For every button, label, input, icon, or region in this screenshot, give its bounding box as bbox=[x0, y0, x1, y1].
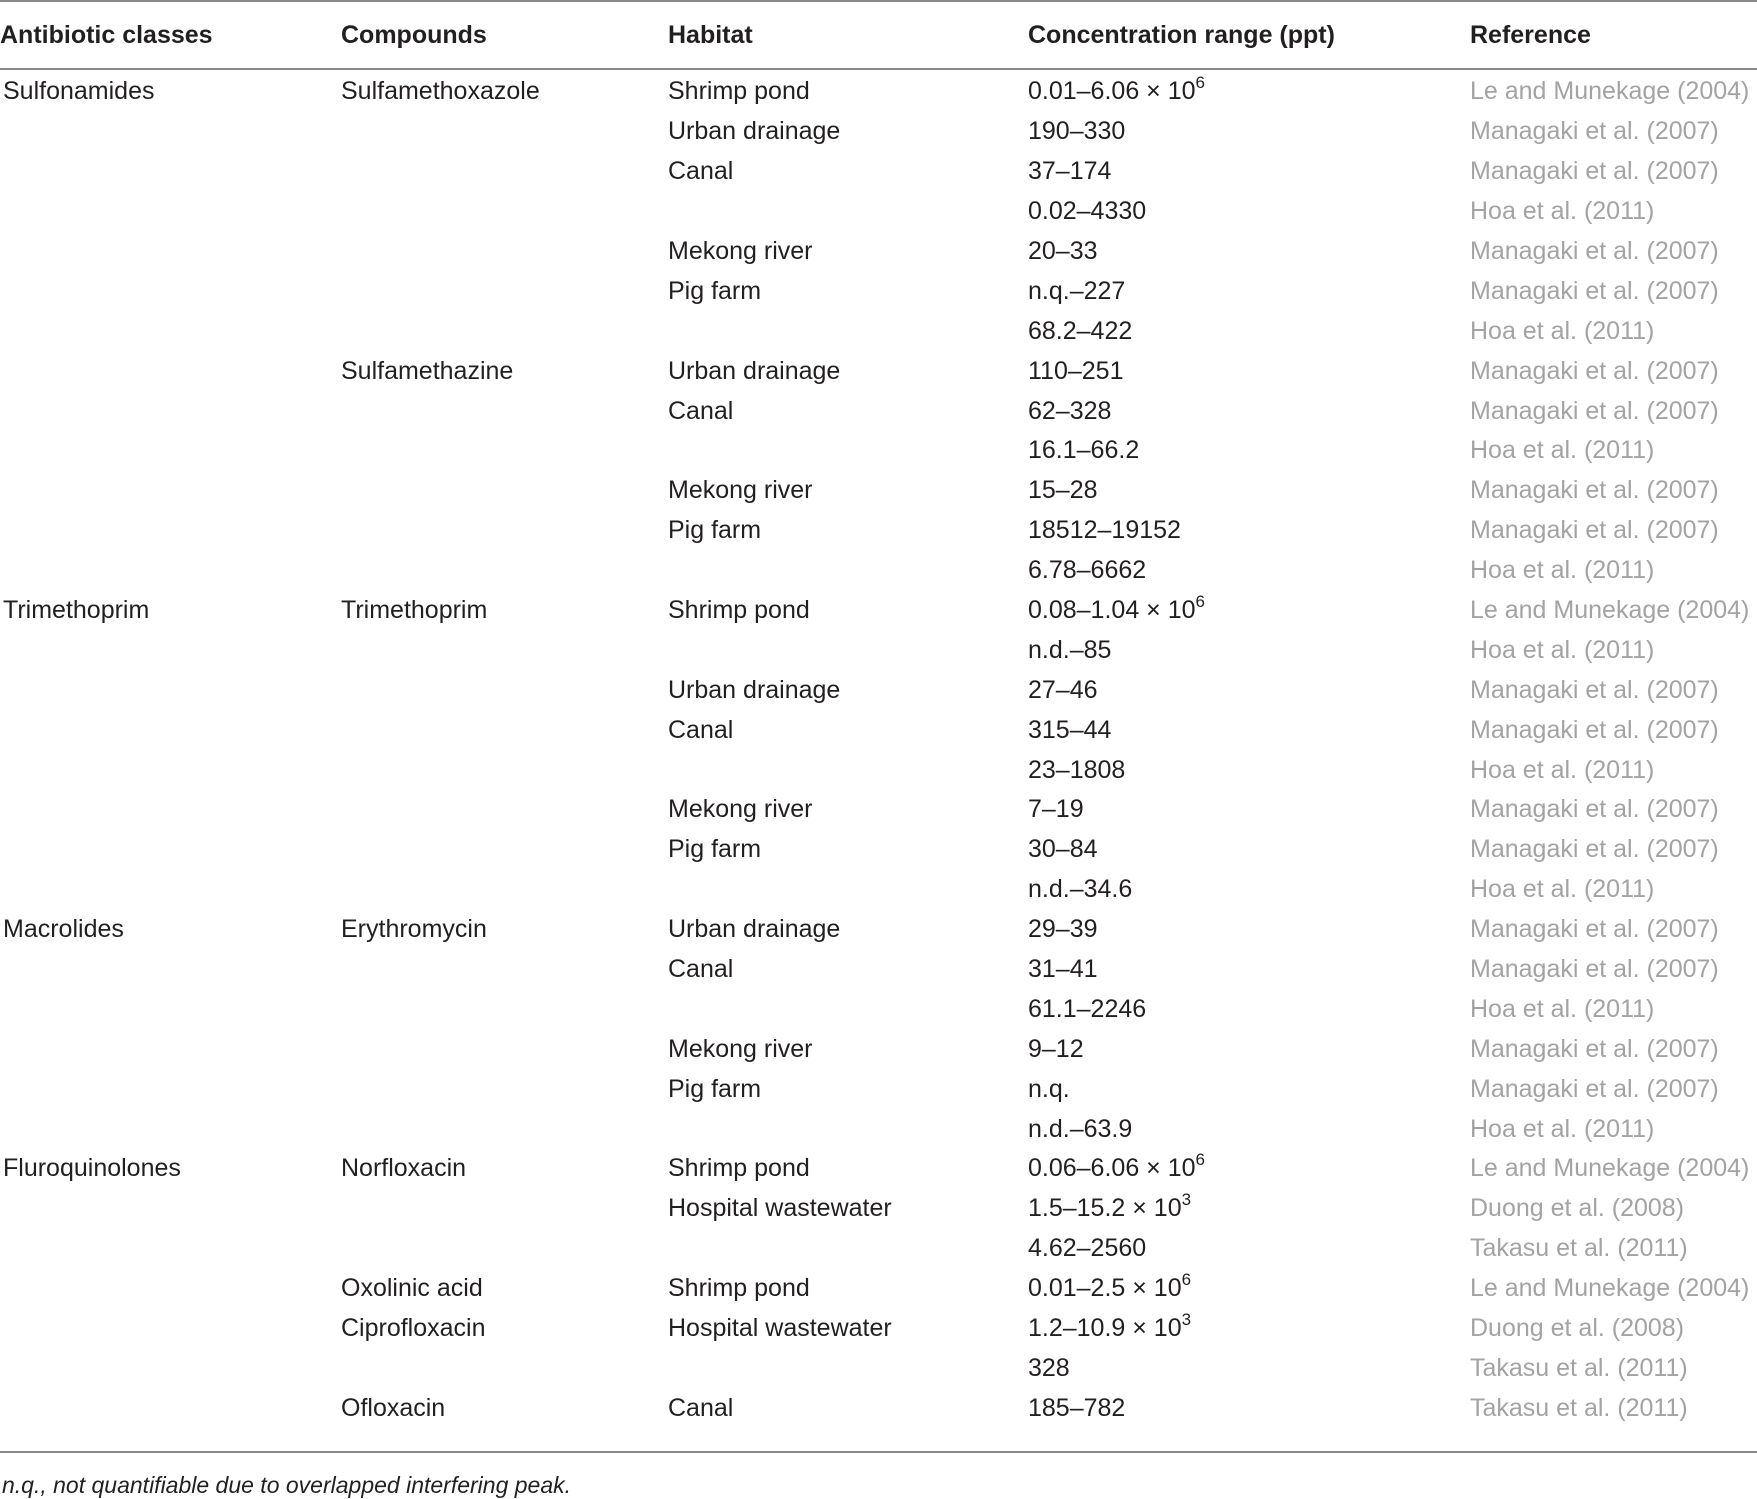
table-row bbox=[0, 1229, 1757, 1269]
compound-cell bbox=[336, 670, 666, 710]
concentration-value: n.q.–227 bbox=[1028, 276, 1126, 305]
table-row bbox=[0, 870, 1757, 910]
habitat-cell: Hospital wastewater bbox=[668, 1314, 892, 1343]
table-row bbox=[0, 311, 1757, 351]
compound-cell bbox=[336, 630, 666, 670]
reference-cell: Le and Munekage (2004) bbox=[1470, 1154, 1750, 1183]
compound-cell bbox=[336, 271, 666, 311]
reference-cell: Managaki et al. (2007) bbox=[1470, 1074, 1719, 1103]
habitat-cell: Mekong river bbox=[668, 237, 813, 265]
habitat-cell bbox=[666, 750, 1026, 790]
reference-cell: Le and Munekage (2004) bbox=[1470, 596, 1750, 625]
antibiotic-class-cell: Trimethoprim bbox=[3, 596, 150, 625]
reference-cell: Hoa et al. (2011) bbox=[1470, 556, 1655, 585]
table-row bbox=[0, 989, 1757, 1029]
concentration-cell bbox=[1026, 710, 1468, 750]
compound-cell: Trimethoprim bbox=[341, 596, 488, 625]
concentration-cell bbox=[1026, 391, 1468, 431]
concentration-cell bbox=[1026, 790, 1468, 830]
habitat-cell: Canal bbox=[668, 157, 734, 186]
compound-cell bbox=[336, 989, 666, 1029]
reference-cell: Managaki et al. (2007) bbox=[1470, 276, 1719, 305]
compound-cell bbox=[336, 710, 666, 750]
compound-cell bbox=[336, 790, 666, 830]
concentration-value: 29–39 bbox=[1028, 915, 1098, 944]
compound-cell bbox=[336, 511, 666, 551]
concentration-exponent: 3 bbox=[1181, 1190, 1192, 1210]
concentration-value: 6.78–6662 bbox=[1028, 556, 1147, 585]
reference-cell: Le and Munekage (2004) bbox=[1470, 1274, 1750, 1303]
antibiotic-class-cell bbox=[0, 830, 336, 870]
antibiotic-class-cell bbox=[0, 311, 336, 351]
table-row bbox=[0, 112, 1757, 152]
antibiotic-class-cell bbox=[0, 750, 336, 790]
concentration-cell bbox=[1026, 511, 1468, 551]
habitat-cell bbox=[666, 192, 1026, 232]
habitat-cell: Canal bbox=[668, 396, 734, 425]
concentration-value: 27–46 bbox=[1028, 675, 1098, 704]
concentration-value: 30–84 bbox=[1028, 835, 1098, 864]
concentration-value: 9–12 bbox=[1028, 1034, 1084, 1063]
concentration-cell bbox=[1026, 1269, 1468, 1309]
table-row bbox=[0, 511, 1757, 551]
compound-cell: Ciprofloxacin bbox=[341, 1314, 486, 1343]
habitat-cell bbox=[666, 551, 1026, 591]
concentration-cell bbox=[1026, 989, 1468, 1029]
habitat-cell: Mekong river bbox=[668, 476, 813, 505]
antibiotic-class-cell bbox=[0, 670, 336, 710]
habitat-cell: Shrimp pond bbox=[668, 596, 810, 625]
table-row bbox=[0, 950, 1757, 990]
antibiotic-class-cell bbox=[0, 271, 336, 311]
concentration-cell bbox=[1026, 830, 1468, 870]
concentration-cell bbox=[1026, 1189, 1468, 1229]
concentration-cell bbox=[1026, 311, 1468, 351]
reference-cell: Managaki et al. (2007) bbox=[1470, 835, 1719, 864]
concentration-value: 110–251 bbox=[1028, 356, 1124, 385]
concentration-value: 190–330 bbox=[1028, 117, 1126, 146]
compound-cell bbox=[336, 830, 666, 870]
compound-cell bbox=[336, 1349, 666, 1389]
antibiotic-class-cell bbox=[0, 112, 336, 152]
reference-cell: Hoa et al. (2011) bbox=[1470, 436, 1655, 465]
table-row bbox=[0, 152, 1757, 192]
concentration-cell bbox=[1026, 471, 1468, 511]
table-row bbox=[0, 750, 1757, 790]
reference-cell: Hoa et al. (2011) bbox=[1470, 316, 1655, 345]
reference-cell: Managaki et al. (2007) bbox=[1470, 915, 1719, 944]
concentration-value: 0.08–1.04 × 10 bbox=[1028, 596, 1196, 625]
antibiotic-class-cell bbox=[0, 1349, 336, 1389]
habitat-cell bbox=[666, 870, 1026, 910]
habitat-cell: Urban drainage bbox=[668, 915, 841, 944]
antibiotic-class-cell bbox=[0, 152, 336, 192]
reference-cell: Managaki et al. (2007) bbox=[1470, 356, 1719, 385]
concentration-cell bbox=[1026, 1349, 1468, 1389]
habitat-cell: Pig farm bbox=[668, 516, 762, 545]
antibiotic-class-cell bbox=[0, 471, 336, 511]
reference-cell: Hoa et al. (2011) bbox=[1470, 875, 1655, 904]
concentration-value: 0.06–6.06 × 10 bbox=[1028, 1154, 1196, 1183]
concentration-cell bbox=[1026, 351, 1468, 391]
table-row bbox=[0, 391, 1757, 431]
table-row bbox=[0, 1349, 1757, 1389]
habitat-cell: Mekong river bbox=[668, 795, 813, 824]
concentration-exponent: 6 bbox=[1181, 1270, 1192, 1290]
header-compounds: Compounds bbox=[341, 20, 487, 49]
reference-cell: Managaki et al. (2007) bbox=[1470, 715, 1719, 744]
concentration-cell bbox=[1026, 1029, 1468, 1069]
antibiotic-class-cell bbox=[0, 431, 336, 471]
table-bottom-rule bbox=[0, 1451, 1757, 1453]
antibiotic-class-cell bbox=[0, 511, 336, 551]
concentration-value: 0.01–6.06 × 10 bbox=[1028, 77, 1196, 106]
antibiotic-class-cell bbox=[0, 790, 336, 830]
reference-cell: Hoa et al. (2011) bbox=[1470, 635, 1655, 664]
table-row bbox=[0, 830, 1757, 870]
table-row bbox=[0, 1109, 1757, 1149]
antibiotic-class-cell bbox=[0, 1109, 336, 1149]
habitat-cell: Pig farm bbox=[668, 1074, 762, 1103]
reference-cell: Managaki et al. (2007) bbox=[1470, 157, 1719, 186]
table-row bbox=[0, 232, 1757, 272]
antibiotic-class-cell bbox=[0, 870, 336, 910]
compound-cell bbox=[336, 471, 666, 511]
table-row bbox=[0, 910, 1757, 950]
table-row bbox=[0, 1029, 1757, 1069]
habitat-cell: Mekong river bbox=[668, 1034, 813, 1063]
table-row bbox=[0, 790, 1757, 830]
concentration-exponent: 6 bbox=[1195, 592, 1205, 612]
concentration-exponent: 6 bbox=[1195, 73, 1205, 93]
compound-cell bbox=[336, 870, 666, 910]
concentration-value: 16.1–66.2 bbox=[1028, 436, 1140, 465]
concentration-cell bbox=[1026, 431, 1468, 471]
concentration-value: 1.2–10.9 × 10 bbox=[1028, 1314, 1182, 1343]
concentration-value: n.q. bbox=[1028, 1074, 1070, 1103]
habitat-cell bbox=[666, 1109, 1026, 1149]
reference-cell: Takasu et al. (2011) bbox=[1470, 1393, 1688, 1422]
header-concentration-range: Concentration range (ppt) bbox=[1028, 20, 1335, 49]
habitat-cell: Canal bbox=[668, 955, 734, 984]
antibiotic-class-cell bbox=[0, 1189, 336, 1229]
habitat-cell bbox=[666, 431, 1026, 471]
compound-cell bbox=[336, 391, 666, 431]
compound-cell: Sulfamethoxazole bbox=[341, 77, 540, 106]
antibiotic-class-cell bbox=[0, 1269, 336, 1309]
habitat-cell: Urban drainage bbox=[668, 117, 841, 146]
antibiotic-class-cell bbox=[0, 351, 336, 391]
concentration-cell bbox=[1026, 192, 1468, 232]
compound-cell bbox=[336, 551, 666, 591]
concentration-cell bbox=[1026, 232, 1468, 272]
compound-cell bbox=[336, 192, 666, 232]
antibiotic-class-cell bbox=[0, 1309, 336, 1349]
reference-cell: Hoa et al. (2011) bbox=[1470, 755, 1655, 784]
concentration-cell bbox=[1026, 271, 1468, 311]
table-header bbox=[0, 0, 1757, 68]
reference-cell: Managaki et al. (2007) bbox=[1470, 516, 1719, 545]
table-row bbox=[0, 551, 1757, 591]
concentration-value: 68.2–422 bbox=[1028, 316, 1133, 345]
compound-cell: Oxolinic acid bbox=[341, 1274, 483, 1303]
table-row bbox=[0, 431, 1757, 471]
concentration-value: 185–782 bbox=[1028, 1393, 1126, 1422]
antibiotic-class-cell bbox=[0, 710, 336, 750]
concentration-cell bbox=[1026, 551, 1468, 591]
reference-cell: Managaki et al. (2007) bbox=[1470, 117, 1719, 146]
compound-cell bbox=[336, 1109, 666, 1149]
compound-cell: Sulfamethazine bbox=[341, 356, 514, 385]
habitat-cell: Shrimp pond bbox=[668, 1274, 810, 1303]
concentration-value: 18512–19152 bbox=[1028, 516, 1181, 545]
table-row bbox=[0, 72, 1757, 112]
antibiotic-class-cell bbox=[0, 232, 336, 272]
reference-cell: Managaki et al. (2007) bbox=[1470, 237, 1719, 265]
concentration-cell bbox=[1026, 112, 1468, 152]
concentration-cell bbox=[1026, 1309, 1468, 1349]
antibiotic-class-cell bbox=[0, 630, 336, 670]
habitat-cell: Hospital wastewater bbox=[668, 1194, 892, 1223]
concentration-cell bbox=[1026, 1109, 1468, 1149]
habitat-cell bbox=[666, 1229, 1026, 1269]
compound-cell: Erythromycin bbox=[341, 915, 487, 944]
concentration-cell bbox=[1026, 1388, 1468, 1428]
habitat-cell: Urban drainage bbox=[668, 675, 841, 704]
reference-cell: Duong et al. (2008) bbox=[1470, 1314, 1685, 1343]
concentration-exponent: 3 bbox=[1181, 1310, 1192, 1330]
header-antibiotic-classes: Antibiotic classes bbox=[0, 20, 213, 49]
concentration-value: 7–19 bbox=[1028, 795, 1084, 824]
table-row bbox=[0, 471, 1757, 511]
compound-cell: Ofloxacin bbox=[341, 1393, 446, 1422]
compound-cell bbox=[336, 431, 666, 471]
table-row bbox=[0, 1388, 1757, 1428]
concentration-cell bbox=[1026, 670, 1468, 710]
concentration-exponent: 6 bbox=[1195, 1150, 1205, 1170]
reference-cell: Duong et al. (2008) bbox=[1470, 1194, 1685, 1223]
antibiotic-class-cell bbox=[0, 1229, 336, 1269]
reference-cell: Managaki et al. (2007) bbox=[1470, 396, 1719, 425]
compound-cell bbox=[336, 112, 666, 152]
antibiotic-class-cell bbox=[0, 1029, 336, 1069]
concentration-value: n.d.–85 bbox=[1028, 635, 1112, 664]
table-row bbox=[0, 1189, 1757, 1229]
reference-cell: Hoa et al. (2011) bbox=[1470, 994, 1655, 1023]
reference-cell: Takasu et al. (2011) bbox=[1470, 1234, 1688, 1263]
table-row bbox=[0, 271, 1757, 311]
concentration-cell bbox=[1026, 750, 1468, 790]
habitat-cell: Shrimp pond bbox=[668, 77, 810, 106]
table-body bbox=[0, 68, 1757, 1428]
habitat-cell: Canal bbox=[668, 1393, 734, 1422]
habitat-cell: Pig farm bbox=[668, 276, 762, 305]
compound-cell bbox=[336, 1029, 666, 1069]
concentration-value: 23–1808 bbox=[1028, 755, 1126, 784]
concentration-value: 0.02–4330 bbox=[1028, 197, 1147, 226]
reference-cell: Managaki et al. (2007) bbox=[1470, 1034, 1719, 1063]
concentration-value: 62–328 bbox=[1028, 396, 1112, 425]
concentration-value: 0.01–2.5 × 10 bbox=[1028, 1274, 1182, 1303]
reference-cell: Hoa et al. (2011) bbox=[1470, 1114, 1655, 1143]
antibiotic-class-cell bbox=[0, 1388, 336, 1428]
compound-cell bbox=[336, 152, 666, 192]
concentration-value: 15–28 bbox=[1028, 476, 1098, 505]
antibiotic-class-cell bbox=[0, 950, 336, 990]
habitat-cell: Pig farm bbox=[668, 835, 762, 864]
concentration-value: 61.1–2246 bbox=[1028, 994, 1147, 1023]
compound-cell bbox=[336, 1229, 666, 1269]
concentration-cell bbox=[1026, 630, 1468, 670]
reference-cell: Managaki et al. (2007) bbox=[1470, 955, 1719, 984]
antibiotic-class-cell bbox=[0, 551, 336, 591]
table-row bbox=[0, 1269, 1757, 1309]
antibiotic-class-cell: Fluroquinolones bbox=[3, 1154, 181, 1183]
reference-cell: Le and Munekage (2004) bbox=[1470, 77, 1750, 106]
table-row bbox=[0, 710, 1757, 750]
header-habitat: Habitat bbox=[668, 20, 753, 49]
concentration-value: 328 bbox=[1028, 1353, 1070, 1382]
table-footnote: n.q., not quantifiable due to overlapped interfering peak. bbox=[2, 1472, 572, 1498]
concentration-cell bbox=[1026, 72, 1468, 112]
antibiotic-class-cell bbox=[0, 391, 336, 431]
table-row bbox=[0, 670, 1757, 710]
reference-cell: Takasu et al. (2011) bbox=[1470, 1353, 1688, 1382]
reference-cell: Managaki et al. (2007) bbox=[1470, 795, 1719, 824]
concentration-value: 31–41 bbox=[1028, 955, 1098, 984]
table-row bbox=[0, 1069, 1757, 1109]
concentration-value: 315–44 bbox=[1028, 715, 1112, 744]
concentration-cell bbox=[1026, 591, 1468, 631]
antibiotic-class-cell bbox=[0, 989, 336, 1029]
habitat-cell bbox=[666, 311, 1026, 351]
concentration-cell bbox=[1026, 152, 1468, 192]
table-row bbox=[0, 351, 1757, 391]
antibiotic-class-cell: Macrolides bbox=[3, 915, 124, 944]
table-row bbox=[0, 1149, 1757, 1189]
concentration-cell bbox=[1026, 910, 1468, 950]
habitat-cell: Shrimp pond bbox=[668, 1154, 810, 1183]
antibiotic-class-cell: Sulfonamides bbox=[3, 77, 155, 106]
concentration-value: 20–33 bbox=[1028, 237, 1098, 265]
antibiotic-class-cell bbox=[0, 1069, 336, 1109]
table-row bbox=[0, 192, 1757, 232]
concentration-cell bbox=[1026, 950, 1468, 990]
compound-cell bbox=[336, 311, 666, 351]
habitat-cell bbox=[666, 989, 1026, 1029]
header-reference: Reference bbox=[1470, 20, 1591, 49]
compound-cell bbox=[336, 1189, 666, 1229]
concentration-value: 1.5–15.2 × 10 bbox=[1028, 1194, 1182, 1223]
concentration-value: n.d.–34.6 bbox=[1028, 875, 1133, 904]
habitat-cell: Urban drainage bbox=[668, 356, 841, 385]
habitat-cell: Canal bbox=[668, 715, 734, 744]
table-row bbox=[0, 591, 1757, 631]
concentration-cell bbox=[1026, 1229, 1468, 1269]
compound-cell bbox=[336, 750, 666, 790]
concentration-cell bbox=[1026, 1069, 1468, 1109]
table-row bbox=[0, 630, 1757, 670]
reference-cell: Managaki et al. (2007) bbox=[1470, 675, 1719, 704]
table-row bbox=[0, 1309, 1757, 1349]
habitat-cell bbox=[666, 1349, 1026, 1389]
compound-cell bbox=[336, 950, 666, 990]
antibiotic-class-cell bbox=[0, 192, 336, 232]
concentration-value: 4.62–2560 bbox=[1028, 1234, 1147, 1263]
reference-cell: Hoa et al. (2011) bbox=[1470, 197, 1655, 226]
concentration-cell bbox=[1026, 1149, 1468, 1189]
reference-cell: Managaki et al. (2007) bbox=[1470, 476, 1719, 505]
compound-cell bbox=[336, 232, 666, 272]
concentration-value: n.d.–63.9 bbox=[1028, 1114, 1133, 1143]
concentration-value: 37–174 bbox=[1028, 157, 1112, 186]
habitat-cell bbox=[666, 630, 1026, 670]
compound-cell: Norfloxacin bbox=[341, 1154, 467, 1183]
concentration-cell bbox=[1026, 870, 1468, 910]
compound-cell bbox=[336, 1069, 666, 1109]
